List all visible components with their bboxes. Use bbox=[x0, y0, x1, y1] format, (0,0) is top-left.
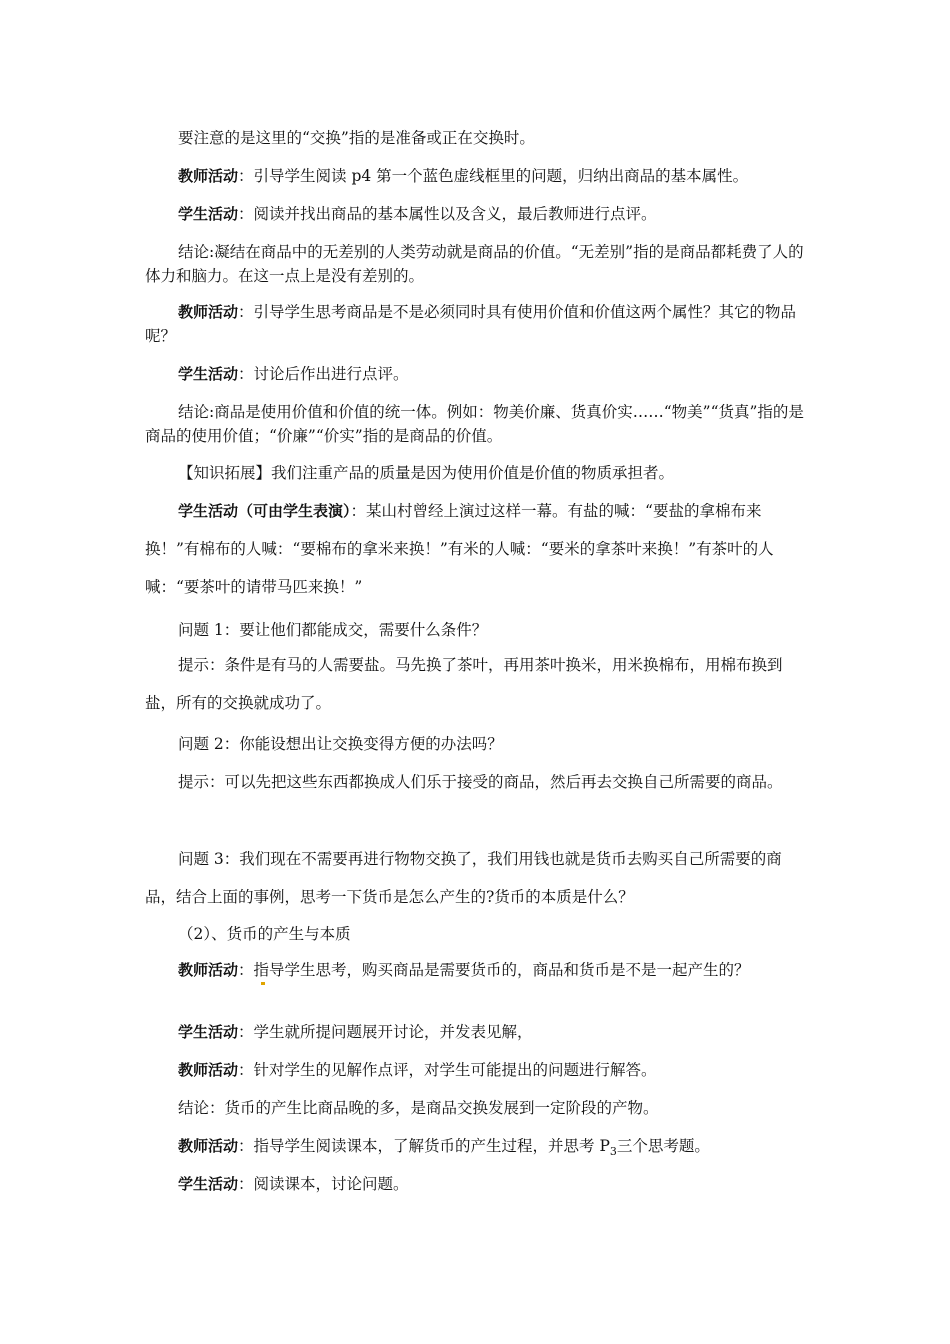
paragraph-teacher-activity-2: 教师活动：引导学生思考商品是不是必须同时具有使用价值和价值这两个属性？其它的物品呢？ bbox=[145, 303, 797, 345]
paragraph-question-1: 问题 1：要让他们都能成交，需要什么条件？ bbox=[178, 621, 488, 639]
student-activity-label: 学生活动 bbox=[178, 205, 239, 223]
paragraph-conclusion-unity: 结论:商品是使用价值和价值的统一体。例如：物美价廉、货真价实……“物美”“货真”指的是商品的使用价值；“价廉”“价实”指的是商品的价值。 bbox=[145, 403, 804, 445]
paragraph-exchange-note: 要注意的是这里的“交换”指的是准备或正在交换时。 bbox=[178, 129, 535, 147]
paragraph-conclusion-value: 结论:凝结在商品中的无差别的人类劳动就是商品的价值。“无差别”指的是商品都耗费了人的体力和脑力。在这一点上是没有差别的。 bbox=[145, 243, 804, 285]
paragraph-teacher-activity-3: 教师活动：指导学生思考，购买商品是需要货币的，商品和货币是不是一起产生的？ bbox=[178, 961, 750, 979]
section-heading-money: （2）、货币的产生与本质 bbox=[178, 925, 351, 943]
paragraph-student-activity-4: 学生活动：阅读课本，讨论问题。 bbox=[178, 1175, 409, 1193]
paragraph-teacher-activity-5: 教师活动：指导学生阅读课本，了解货币的产生过程，并思考 $P_3$三个思考题。 bbox=[178, 1137, 710, 1159]
paragraph-teacher-activity-1: 教师活动：引导学生阅读 p4 第一个蓝色虚线框里的问题，归纳出商品的基本属性。 bbox=[178, 167, 749, 185]
paragraph-hint-2: 提示：可以先把这些东西都换成人们乐于接受的商品，然后再去交换自己所需要的商品。 bbox=[178, 773, 783, 791]
teacher-activity-label: 教师活动 bbox=[178, 167, 239, 185]
teacher-activity-label: 教师活动 bbox=[178, 303, 239, 321]
student-performance-label: 学生活动（可由学生表演） bbox=[178, 502, 351, 520]
paragraph-question-3: 问题 3：我们现在不需要再进行物物交换了，我们用钱也就是货币去购买自己所需要的商品，结合上面的事例，思考一下货币是怎么产生的?货币的本质是什么？ bbox=[145, 850, 782, 906]
student-activity-label: 学生活动 bbox=[178, 365, 239, 383]
paragraph-conclusion-money: 结论：货币的产生比商品晚的多，是商品交换发展到一定阶段的产物。 bbox=[178, 1099, 659, 1117]
student-activity-label: 学生活动 bbox=[178, 1023, 239, 1041]
teacher-activity-label: 教师活动 bbox=[178, 1061, 239, 1079]
paragraph-teacher-activity-4: 教师活动：针对学生的见解作点评，对学生可能提出的问题进行解答。 bbox=[178, 1061, 657, 1079]
teacher-activity-label: 教师活动 bbox=[178, 1137, 239, 1155]
paragraph-student-activity-1: 学生活动：阅读并找出商品的基本属性以及含义，最后教师进行点评。 bbox=[178, 205, 657, 223]
paragraph-hint-1: 提示：条件是有马的人需要盐。马先换了茶叶，再用茶叶换米，用米换棉布，用棉布换到盐，所有的交换就成功了。 bbox=[145, 656, 783, 712]
revision-mark bbox=[261, 982, 265, 985]
paragraph-student-activity-2: 学生活动：讨论后作出进行点评。 bbox=[178, 365, 409, 383]
paragraph-question-2: 问题 2：你能设想出让交换变得方便的办法吗？ bbox=[178, 735, 503, 753]
paragraph-student-activity-3: 学生活动：学生就所提问题展开讨论，并发表见解， bbox=[178, 1023, 533, 1041]
teacher-activity-label: 教师活动 bbox=[178, 961, 239, 979]
student-activity-label: 学生活动 bbox=[178, 1175, 239, 1193]
paragraph-student-performance: 学生活动（可由学生表演）：某山村曾经上演过这样一幕。有盐的喊：“要盐的拿棉布来换！”有棉布的人喊：“要棉布的拿米来换！”有米的人喊：“要米的拿茶叶来换！”有茶叶的人喊：“要茶叶的请带马匹来换！” bbox=[145, 502, 774, 596]
paragraph-knowledge-extension: 【知识拓展】我们注重产品的质量是因为使用价值是价值的物质承担者。 bbox=[178, 464, 675, 482]
